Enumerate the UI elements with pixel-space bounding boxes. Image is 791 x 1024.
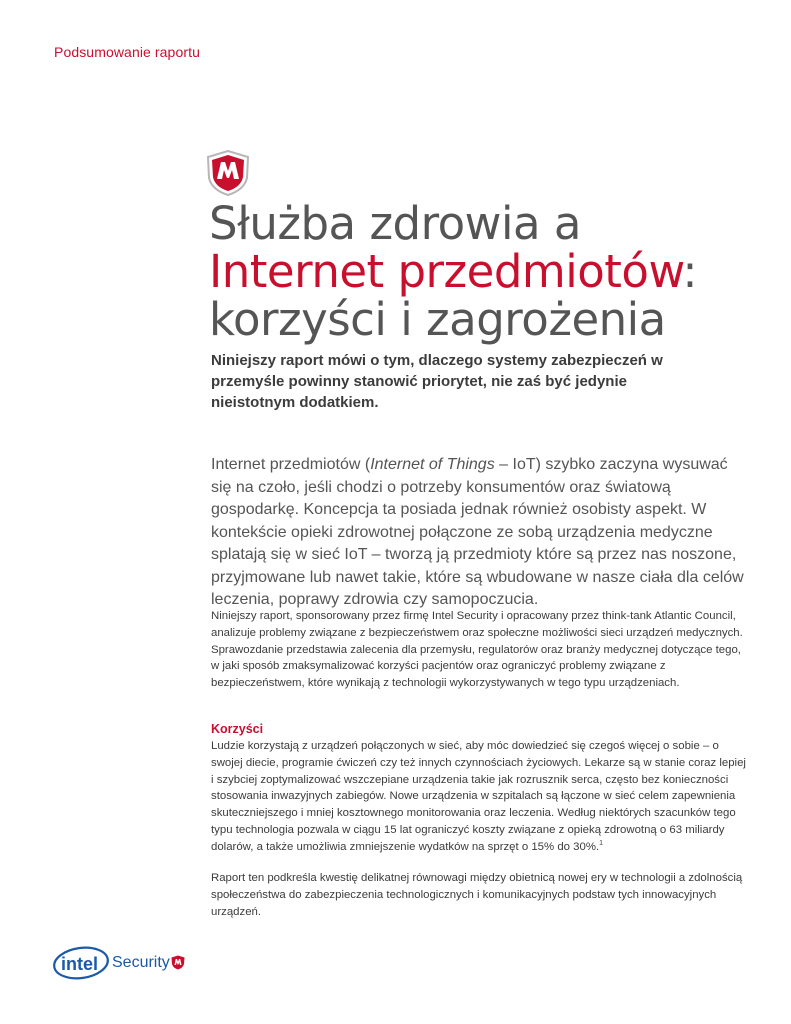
document-title <box>209 197 769 346</box>
intel-logo-icon <box>52 945 110 981</box>
lead-italic: Internet of Things <box>370 456 495 473</box>
document-subtitle: Niniejszy raport mówi o tym, dlaczego systemy zabezpieczeń w przemyśle powinny stanowić priorytet, nie zaś być jedynie nieistotnym dodatkiem. <box>211 352 663 411</box>
security-wordmark: Security <box>112 954 170 971</box>
title-accent: Internet przedmiotów <box>209 245 683 298</box>
body-paragraph-2 <box>211 738 751 856</box>
body-paragraph-3: Raport ten podkreśla kwestię delikatnej równowagi między obietnicą nowej ery w technologii a zdolnością społeczeństwa do zabezpieczenia technologicznych i komunikacyjnych podstaw tych innowacyjnych urządzeń. <box>211 872 743 918</box>
mcafee-shield-icon <box>206 150 250 196</box>
svg-text:intel: intel <box>61 954 99 974</box>
benefits-text: Ludzie korzystają z urządzeń połączonych w sieć, aby móc dowiedzieć się czegoś więcej o sobie – o swojej diecie, programie ćwiczeń czy też innych czynnościach życiowych. Lekarze są w stanie coraz lepiej i szybciej zoptymalizować wszczepiane urządzenia takie jak rozrusznik serca, często bez konieczności stosowania inwazyjnych zabiegów. Nowe urządzenia w szpitalach są łączone w sieć celem zapewnienia skuteczniejszego i mniej kosztownego monitorowania oraz leczenia. Według niektórych szacunków tego typu technologia pozwala w ciągu 15 lat ograniczyć koszty związane z opieką zdrowotną o 63 miliardy dolarów, a także umożliwia zmniejszenie wydatków na sprzęt o 15% do 30%. <box>211 740 746 853</box>
document-type-label: Podsumowanie raportu <box>54 44 200 60</box>
lead-after: – IoT) szybko zaczyna wysuwać się na czoło, jeśli chodzi o potrzeby konsumentów oraz światową gospodarkę. Koncepcja ta posiada jednak również osobisty aspekt. W kontekście opieki zdrowotnej połączone ze sobą urządzenia medyczne splatają się w sieć IoT – tworzą ją przedmioty które są przez nas noszone, przyjmowane lub nawet takie, które są wbudowane w nasze ciała dla celów leczenia, poprawy zdrowia czy samopoczucia. <box>211 456 744 608</box>
intel-security-logo <box>52 945 192 981</box>
title-part1: Służba zdrowia a <box>209 197 581 250</box>
lead-before: Internet przedmiotów ( <box>211 456 371 473</box>
section-heading-benefits: Korzyści <box>211 722 264 736</box>
lead-paragraph <box>211 454 751 612</box>
title-part2: : korzyści i zagrożenia <box>209 245 697 346</box>
mcafee-shield-small-icon <box>171 955 185 970</box>
footnote-marker: 1 <box>599 839 604 847</box>
body-paragraph-1: Niniejszy raport, sponsorowany przez firmę Intel Security i opracowany przez think-tank Atlantic Council, analizuje problemy związane z bezpieczeństwem oraz społeczne możliwości sieci urządzeń medycznych. Sprawozdanie przedstawia zalecenia dla przemysłu, regulatorów oraz branży medycznej dotyczące tego, w jaki sposób zmaksymalizować korzyści pacjentów oraz ograniczyć problemy związane z bezpieczeństwem, które wynikają z technologii wykorzystywanych w tego typu urządzeniach. <box>211 610 743 690</box>
